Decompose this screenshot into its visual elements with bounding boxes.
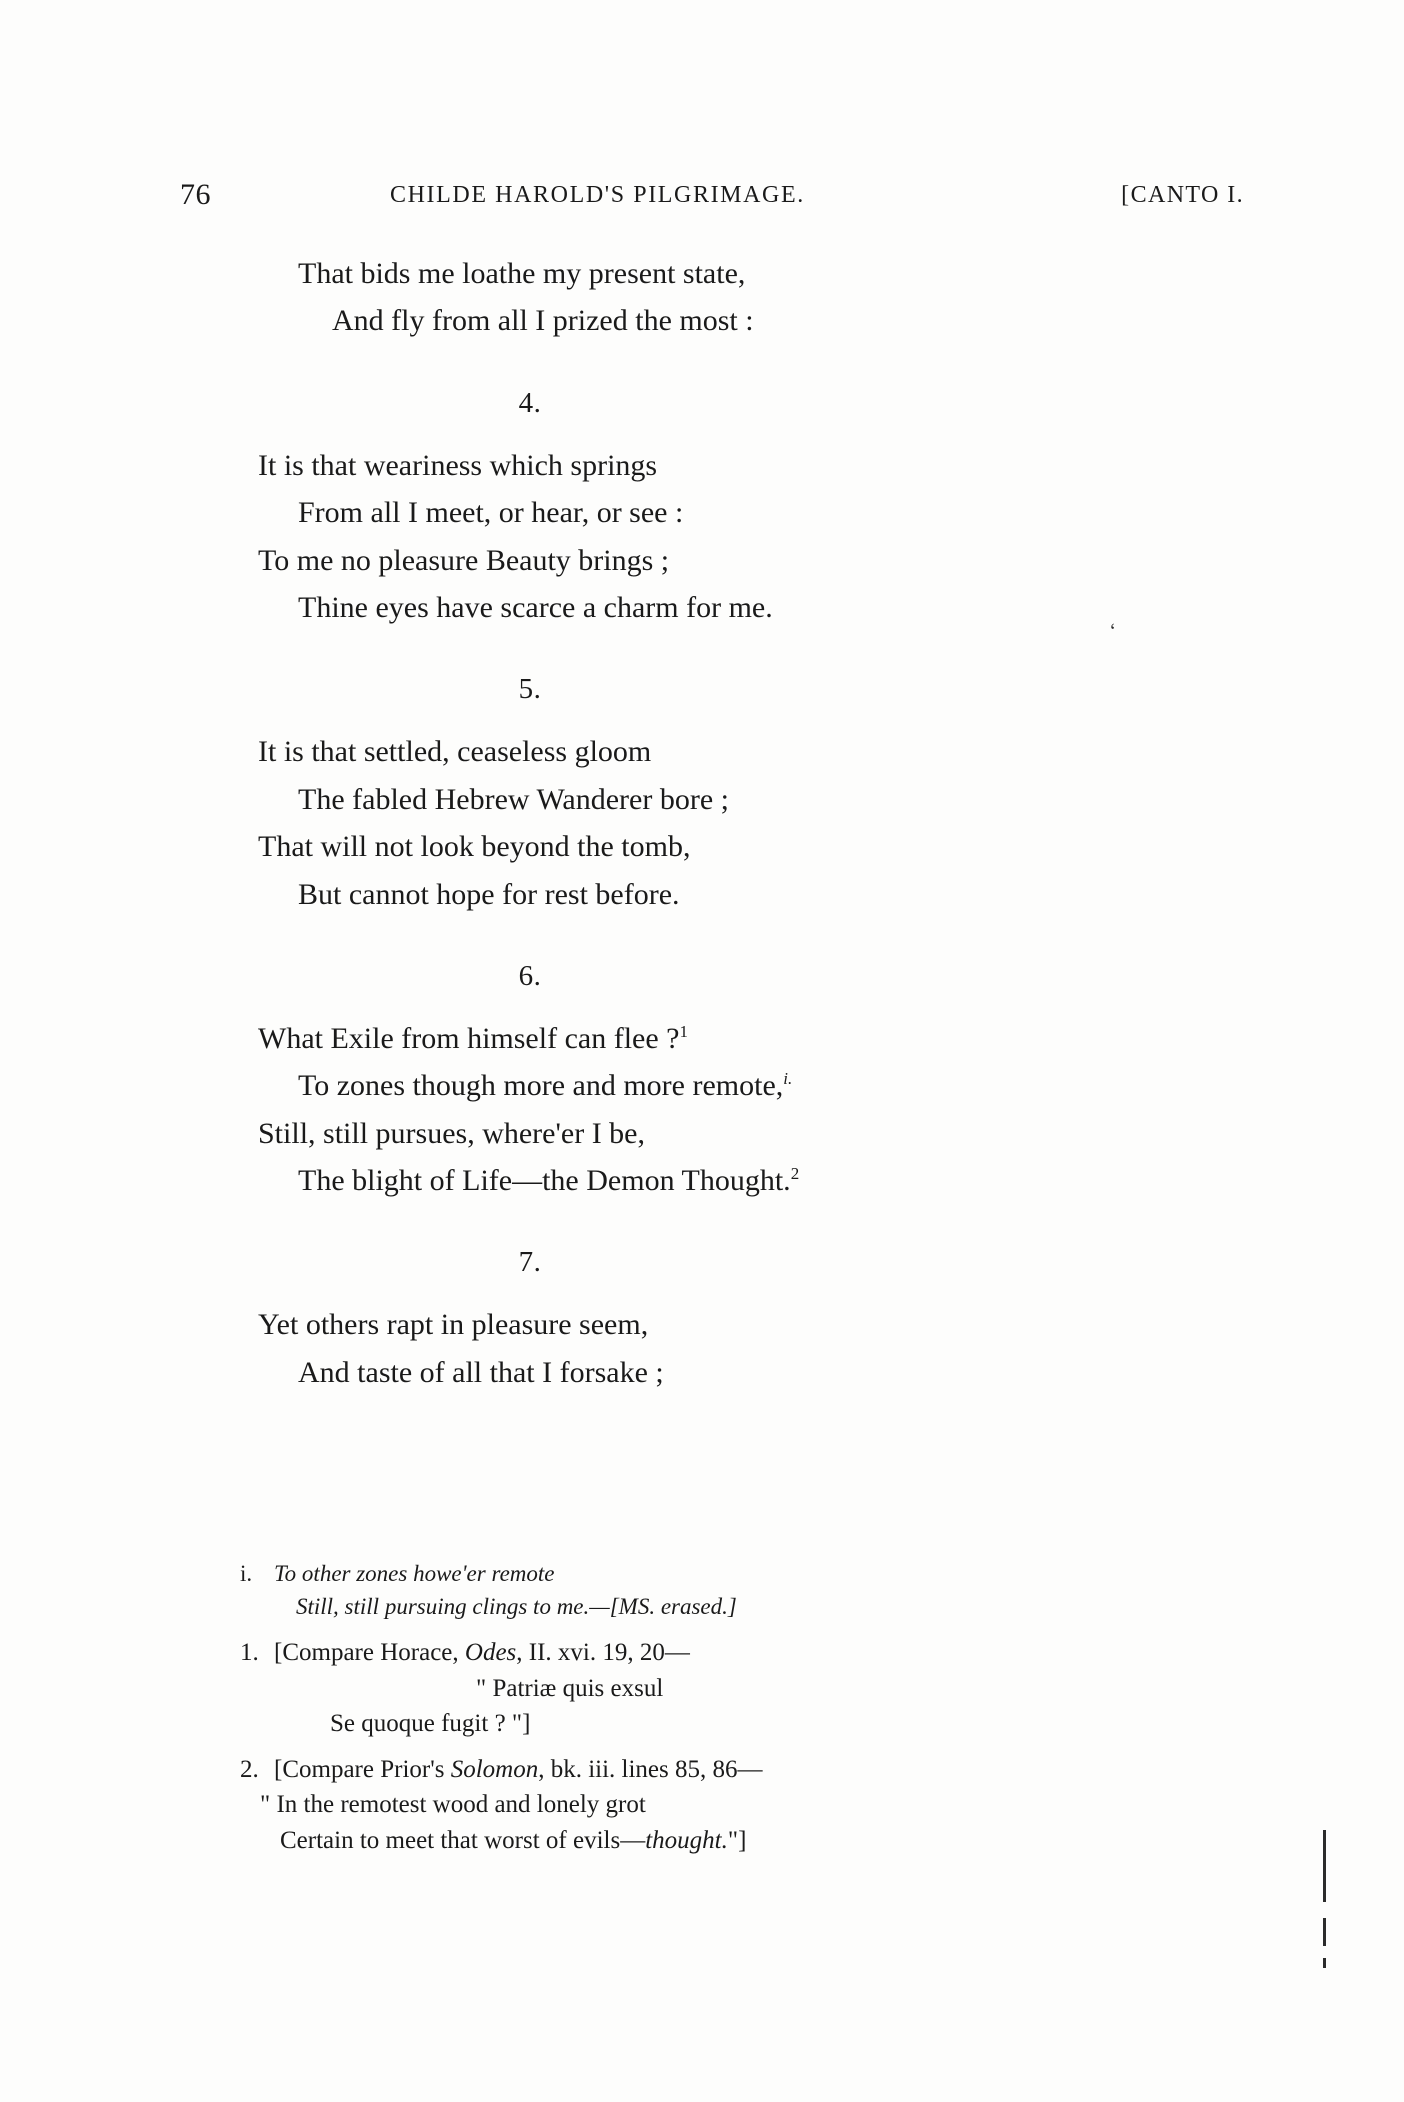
footnote-1 xyxy=(180,1635,1250,1742)
poem-line: The fabled Hebrew Wanderer bore ; xyxy=(298,782,729,816)
stanza-number: 6. xyxy=(518,959,542,992)
page-edge-artifact xyxy=(1323,1918,1326,1946)
page-number: 76 xyxy=(180,178,211,211)
footnote-2-title: Solomon xyxy=(450,1755,539,1783)
page-edge-artifact xyxy=(1323,1958,1326,1968)
poem-line: And taste of all that I forsake ; xyxy=(298,1355,664,1389)
footnote-2-line1 xyxy=(180,1752,1250,1788)
stanza-7 xyxy=(180,1246,1240,1396)
poem-line-text: The blight of Life—the Demon Thought. xyxy=(298,1164,791,1198)
poem-line: To me no pleasure Beauty brings ; xyxy=(258,543,670,577)
footnote-1-quote-line2: Se quoque fugit ? "] xyxy=(330,1710,531,1738)
stanza-5 xyxy=(180,673,1240,918)
footnotes-section xyxy=(180,1558,1250,1858)
footnote-1-line1 xyxy=(180,1635,1250,1671)
poem-line: Still, still pursues, where'er I be, xyxy=(258,1116,645,1150)
footnote-2-marker: 2. xyxy=(240,1755,259,1783)
stanza-number: 4. xyxy=(518,386,542,419)
footnote-ref-1[interactable]: 1 xyxy=(679,1021,688,1041)
footnote-2-quote-emphasis: thought. xyxy=(645,1826,728,1854)
footnote-variant-text2: Still, still pursuing clings to me.—[MS. erased.] xyxy=(296,1593,737,1619)
footnote-1-title: Odes xyxy=(464,1639,517,1667)
poem-line: It is that weariness which springs xyxy=(258,448,658,482)
poem-line-text: What Exile from himself can flee ? xyxy=(258,1021,680,1055)
footnote-variant xyxy=(180,1558,1250,1623)
footnote-2 xyxy=(180,1752,1250,1859)
footnote-2-text-after: , bk. iii. lines 85, 86— xyxy=(538,1755,763,1783)
footnote-2-quote-line1: " In the remotest wood and lonely grot xyxy=(260,1791,646,1819)
poem-line xyxy=(180,1062,1240,1109)
poem-line: Yet others rapt in pleasure seem, xyxy=(258,1308,649,1342)
footnote-2-quote-line2 xyxy=(180,1823,1250,1859)
poem-line: That will not look beyond the tomb, xyxy=(258,830,691,864)
poem-line: Thine eyes have scarce a charm for me. xyxy=(298,590,773,624)
stanza-continuation xyxy=(180,250,1240,345)
footnote-variant-line1 xyxy=(180,1558,1250,1591)
running-head-canto: [CANTO I. xyxy=(1121,182,1244,208)
footnote-2-quote-text-b: "] xyxy=(727,1826,747,1854)
stanza-number: 7. xyxy=(518,1246,542,1279)
poem-body xyxy=(180,250,1240,1402)
poem-line: From all I meet, or hear, or see : xyxy=(298,496,684,530)
footnote-1-text-after: , II. xvi. 19, 20— xyxy=(516,1639,690,1667)
footnote-2-quote-text-a: Certain to meet that worst of evils— xyxy=(280,1826,646,1854)
footnote-1-marker: 1. xyxy=(240,1639,259,1667)
footnote-variant-marker: i. xyxy=(240,1561,253,1586)
footnote-ref-i[interactable]: i. xyxy=(783,1069,793,1089)
poem-line: But cannot hope for rest before. xyxy=(298,877,680,911)
footnote-2-text-before: [Compare Prior's xyxy=(274,1755,451,1783)
stanza-6 xyxy=(180,960,1240,1205)
ink-speck-artifact: ʻ xyxy=(1108,619,1119,643)
running-head-title: CHILDE HAROLD'S PILGRIMAGE. xyxy=(390,182,805,208)
poem-line xyxy=(180,1015,1240,1062)
footnote-variant-line2 xyxy=(180,1591,1250,1624)
poem-line: That bids me loathe my present state, xyxy=(298,257,746,290)
stanza-number: 5. xyxy=(518,673,542,706)
running-head xyxy=(180,178,1244,212)
footnote-1-text-before: [Compare Horace, xyxy=(274,1639,465,1667)
footnote-1-quote-line1: " Patriæ quis exsul xyxy=(476,1674,664,1702)
poem-line: It is that settled, ceaseless gloom xyxy=(258,735,652,769)
footnote-ref-2[interactable]: 2 xyxy=(790,1164,800,1184)
poem-line-text: To zones though more and more remote, xyxy=(298,1069,784,1103)
page-edge-artifact xyxy=(1323,1830,1326,1902)
poem-line xyxy=(180,1157,1240,1204)
footnote-variant-text1: To other zones howe'er remote xyxy=(274,1561,555,1586)
poem-line: And fly from all I prized the most : xyxy=(332,304,754,338)
stanza-4 xyxy=(180,387,1240,632)
